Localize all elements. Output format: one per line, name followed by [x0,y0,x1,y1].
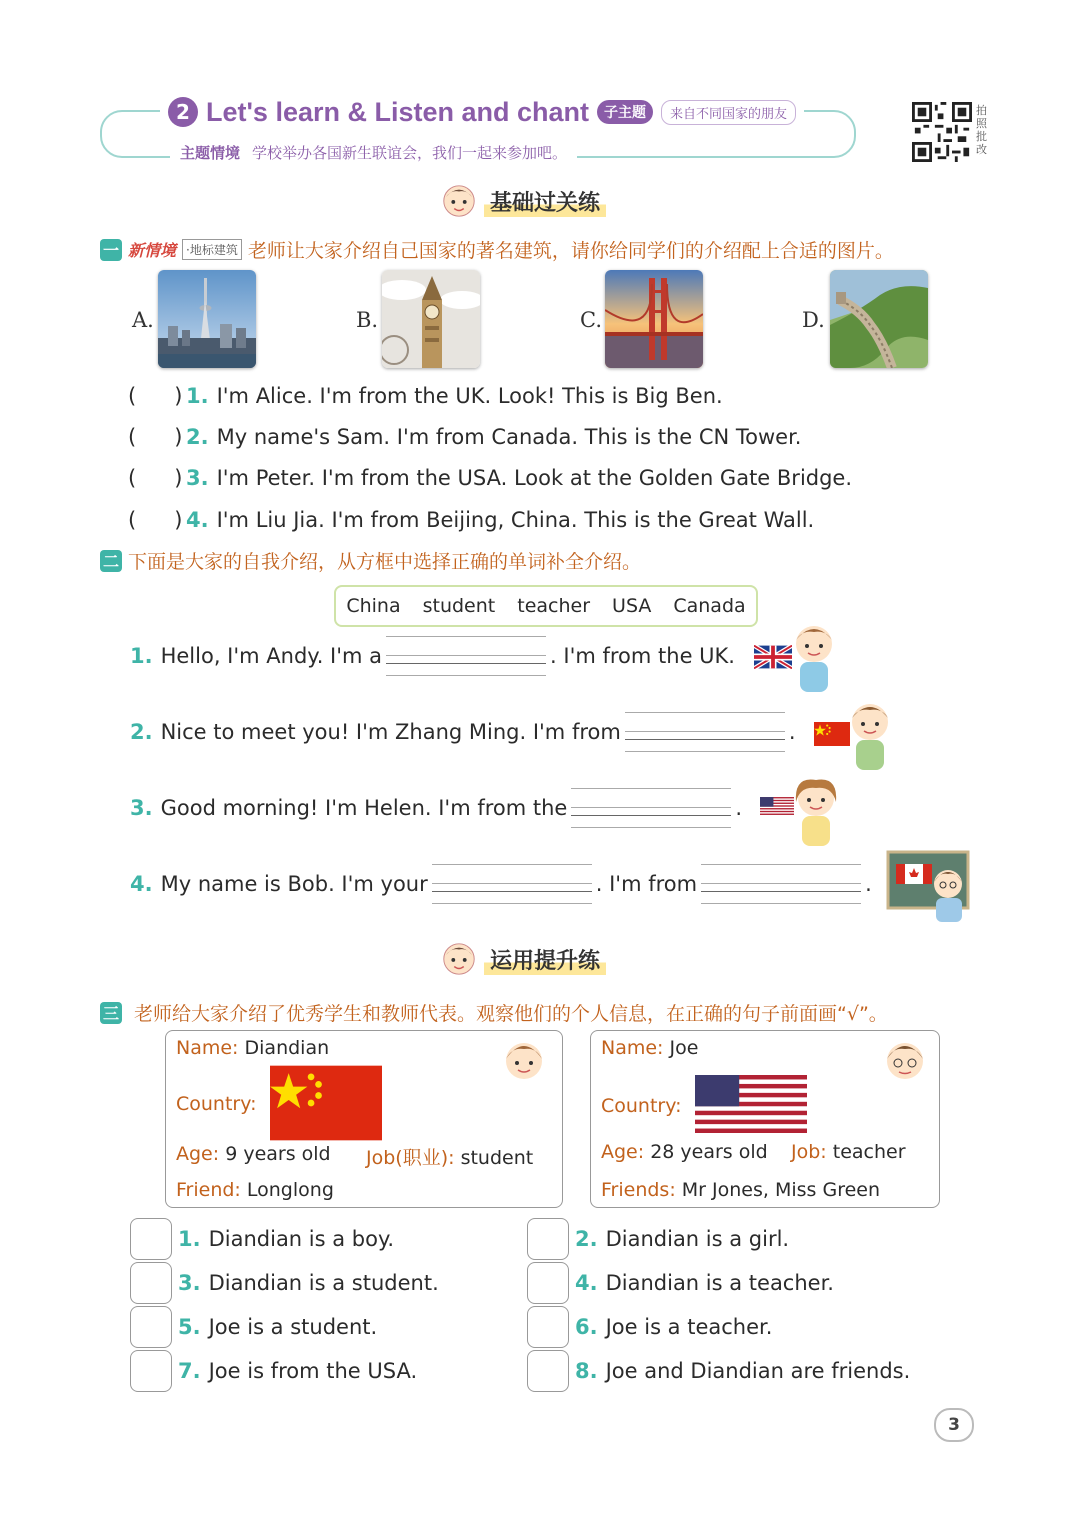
answer-checkbox[interactable] [527,1306,569,1348]
q1-instruction: 老师让大家介绍自己国家的著名建筑，请你给同学们的介绍配上合适的图片。 [247,240,894,262]
statement-row: 5. Joe is a student. [130,1306,377,1348]
boy-zhang-ming-avatar [846,700,894,772]
diandian-avatar [502,1037,546,1083]
big-ben-photo [382,270,480,368]
answer-blank[interactable] [571,788,731,828]
section-apply-head [440,940,606,978]
teacher-bob-avatar [886,850,970,922]
answer-checkbox[interactable] [130,1218,172,1260]
word-option: China [346,595,401,617]
card-friend-row: Friend: Longlong [176,1179,334,1201]
card-job-row: Job: teacher [791,1141,906,1163]
card-job-row: Job(职业): student [366,1147,534,1169]
statement-row: 1. Diandian is a boy. [130,1218,394,1260]
card-country-label: Country: [601,1095,682,1117]
china-flag [814,722,850,746]
cn-tower-photo [158,270,256,368]
photo-label-a: A. [132,308,154,332]
q1-sentence-1: ( ) 1. I'm Alice. I'm from the UK. Look! This is Big Ben. [128,384,723,408]
answer-paren[interactable]: ( ) [128,384,183,408]
sub-theme-tag: 子主题 [597,100,653,124]
q3-instruction-row [100,999,888,1026]
answer-paren[interactable]: ( ) [128,508,183,532]
q2-item-1: 1. Hello, I'm Andy. I'm a . I'm from the UK. [130,636,735,676]
card-country-label: Country: [176,1093,257,1115]
info-card-joe [590,1030,940,1208]
mascot-icon [440,940,478,978]
golden-gate-bridge-photo [605,270,703,368]
q1-sentence-2: ( ) 2. My name's Sam. I'm from Canada. This is the CN Tower. [128,425,802,449]
header-title-bar [160,88,804,136]
answer-blank[interactable] [432,864,592,904]
word-option: USA [612,595,652,617]
scene-text: 学校举办各国新生联谊会，我们一起来参加吧。 [252,144,568,162]
q2-instruction-row [100,547,641,574]
statement-row: 8. Joe and Diandian are friends. [527,1350,910,1392]
mascot-icon [440,182,478,220]
statement-row: 2. Diandian is a girl. [527,1218,789,1260]
q2-marker: 二 [100,550,122,572]
word-option: teacher [517,595,591,617]
answer-paren[interactable]: ( ) [128,466,183,490]
q2-item-4: 4. My name is Bob. I'm your . I'm from . [130,864,872,904]
q3-instruction: 老师给大家介绍了优秀学生和教师代表。观察他们的个人信息，在正确的句子前面画“√”。 [134,1003,888,1025]
photo-label-d: D. [802,308,825,332]
word-option: Canada [673,595,746,617]
card-age-row: Age: 28 years old [601,1141,768,1163]
photo-label-b: B. [356,308,379,332]
statement-row: 3. Diandian is a student. [130,1262,439,1304]
statement-row: 4. Diandian is a teacher. [527,1262,834,1304]
statement-row: 7. Joe is from the USA. [130,1350,417,1392]
scene-label: 主题情境 [180,144,241,162]
q1-sentence-3: ( ) 3. I'm Peter. I'm from the USA. Look at the Golden Gate Bridge. [128,466,853,490]
usa-flag [760,796,794,816]
usa-flag [695,1075,807,1133]
q1-instruction-row [100,236,894,263]
girl-helen-avatar [792,776,840,848]
answer-blank[interactable] [625,712,785,752]
joe-avatar [883,1037,927,1083]
card-name-row: Name: Joe [601,1037,699,1059]
q3-marker: 三 [100,1002,122,1024]
page-number: 3 [934,1408,974,1442]
q1-sentence-4: ( ) 4. I'm Liu Jia. I'm from Beijing, China. This is the Great Wall. [128,508,815,532]
boy-andy-avatar [790,622,838,694]
word-option: student [422,595,496,617]
qr-code-icon[interactable] [912,102,972,162]
answer-blank[interactable] [386,636,546,676]
card-age-row: Age: 9 years old [176,1143,331,1165]
q2-item-3: 3. Good morning! I'm Helen. I'm from the . [130,788,742,828]
answer-paren[interactable]: ( ) [128,425,183,449]
unit-number-badge: 2 [168,97,198,127]
card-friend-row: Friends: Mr Jones, Miss Green [601,1179,881,1201]
qr-caption: 拍照批改 [976,104,987,156]
answer-checkbox[interactable] [527,1262,569,1304]
section-apply-title: 运用提升练 [484,944,606,975]
info-card-diandian [165,1030,563,1208]
answer-checkbox[interactable] [527,1350,569,1392]
answer-checkbox[interactable] [130,1306,172,1348]
answer-checkbox[interactable] [130,1350,172,1392]
q1-marker: 一 [100,239,122,261]
card-name-row: Name: Diandian [176,1037,330,1059]
answer-blank[interactable] [701,864,861,904]
q1-topic-tag: ·地标建筑 [182,239,242,260]
q2-instruction: 下面是大家的自我介绍，从方框中选择正确的单词补全介绍。 [128,551,642,573]
page-title: Let's learn & Listen and chant [206,96,589,127]
statement-row: 6. Joe is a teacher. [527,1306,772,1348]
scene-line [170,142,577,163]
sub-theme-text: 来自不同国家的朋友 [661,100,796,125]
china-flag [270,1065,382,1141]
answer-checkbox[interactable] [130,1262,172,1304]
q1-new-tag: 新情境 [128,241,177,260]
q2-item-2: 2. Nice to meet you! I'm Zhang Ming. I'm from . [130,712,796,752]
great-wall-photo [830,270,928,368]
section-basic-head [440,182,606,220]
photo-label-c: C. [580,308,602,332]
word-box [334,585,758,627]
section-basic-title: 基础过关练 [484,186,606,217]
answer-checkbox[interactable] [527,1218,569,1260]
uk-flag [754,645,792,669]
